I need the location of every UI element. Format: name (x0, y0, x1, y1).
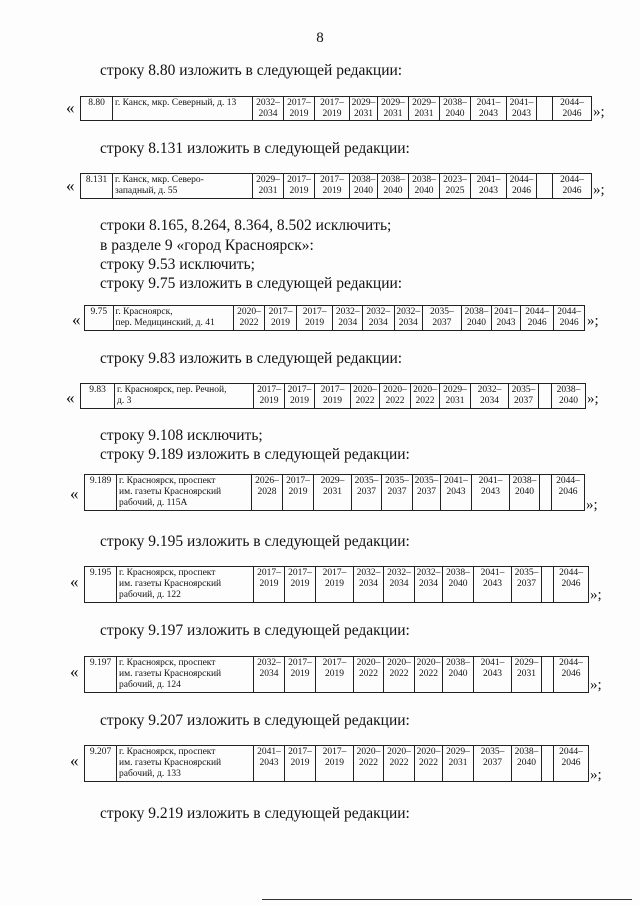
address-line: рабочий, д. 115А (119, 498, 188, 508)
year-cell: 2029– 2031 (350, 97, 378, 121)
year-cell: 2020– 2022 (351, 384, 380, 409)
address-line: им. газеты Красноярский (119, 758, 222, 768)
address-line: им. газеты Красноярский (119, 579, 222, 589)
year-cell: 2032– 2034 (415, 567, 443, 603)
year-cell: 2017– 2019 (315, 97, 350, 121)
year-cell: 2044– 2046 (554, 657, 589, 693)
year-cell: 2038– 2040 (510, 475, 540, 511)
address-line: рабочий, д. 122 (119, 590, 181, 600)
paragraph: строку 9.189 изложить в следующей редакции: (100, 446, 410, 463)
empty-cell (542, 567, 554, 603)
year-cell: 2044– 2046 (552, 475, 585, 511)
year-cell: 2035– 2037 (474, 746, 512, 782)
year-cell: 2038– 2040 (461, 306, 492, 331)
year-cell: 2026– 2028 (252, 475, 283, 511)
paragraph: строку 9.195 изложить в следующей редакции: (100, 533, 410, 550)
paragraph: строку 9.108 исключить; (100, 427, 263, 444)
year-cell: 2035– 2037 (413, 475, 441, 511)
empty-cell (540, 475, 552, 511)
address-line: западный, д. 55 (115, 186, 178, 196)
year-cell: 2035– 2037 (382, 475, 413, 511)
year-cell: 2038– 2040 (552, 384, 586, 409)
year-cell: 2038– 2040 (512, 746, 542, 782)
year-cell: 2020– 2022 (233, 306, 265, 331)
year-cell: 2035– 2037 (423, 306, 462, 331)
quote-open: « (70, 662, 79, 681)
quote-open: « (66, 388, 75, 407)
quote-close: »; (586, 497, 598, 513)
year-cell: 2023– 2025 (440, 174, 471, 199)
paragraph: строку 9.219 изложить в следующей редакции: (100, 805, 410, 822)
empty-cell (542, 657, 554, 693)
year-cell: 2020– 2022 (384, 657, 415, 693)
year-cell: 2044– 2046 (554, 746, 589, 782)
year-cell: 2035– 2037 (512, 567, 542, 603)
year-cell: 2041– 2043 (471, 97, 507, 121)
empty-cell (537, 174, 553, 199)
year-cell: 2020– 2022 (354, 746, 384, 782)
quote-close: »; (587, 391, 599, 407)
year-cell: 2044– 2046 (520, 306, 554, 331)
year-cell: 2017– 2019 (285, 384, 315, 409)
year-cell: 2032– 2034 (362, 306, 394, 331)
empty-cell (542, 746, 554, 782)
year-cell: 2041– 2043 (474, 657, 512, 693)
address-line: им. газеты Красноярский (119, 669, 222, 679)
address-line: г. Канск, мкр. Северо- (115, 175, 204, 185)
address-line: им. газеты Красноярский (119, 487, 222, 497)
row-number: 9.83 (81, 384, 115, 409)
year-cell: 2017– 2019 (265, 306, 297, 331)
row-number: 9.197 (85, 657, 117, 693)
address-line: г. Красноярск, пер. Речной, (117, 385, 227, 395)
quote-open: « (72, 310, 81, 329)
paragraph: в разделе 9 «город Красноярск»: (100, 237, 314, 254)
address-line: г. Красноярск, проспект (119, 747, 216, 757)
year-cell: 2044– 2046 (553, 97, 592, 121)
paragraph: строку 9.197 изложить в следующей редакции: (100, 622, 410, 639)
year-cell: 2020– 2022 (415, 657, 443, 693)
year-cell: 2017– 2019 (316, 746, 354, 782)
year-cell: 2017– 2019 (285, 657, 316, 693)
address-line: пер. Медицинский, д. 41 (115, 318, 215, 328)
year-cell: 2032– 2034 (384, 567, 415, 603)
year-cell: 2032– 2034 (394, 306, 423, 331)
address-cell (113, 174, 253, 199)
year-cell: 2029– 2031 (314, 475, 352, 511)
row-number: 8.80 (81, 97, 113, 121)
row-number: 9.189 (85, 475, 117, 511)
row-number: 9.195 (85, 567, 117, 603)
paragraph: строку 9.53 исключить; (100, 256, 255, 273)
year-cell: 2017– 2019 (285, 567, 316, 603)
address-cell (117, 475, 252, 511)
quote-open: « (70, 484, 79, 503)
quote-close: »; (587, 313, 599, 329)
year-cell: 2029– 2031 (409, 97, 440, 121)
quote-close: »; (590, 677, 602, 693)
address-line: г. Красноярск, (115, 307, 173, 317)
paragraph: строку 8.80 изложить в следующей редакции: (100, 62, 403, 79)
year-cell: 2017– 2019 (284, 174, 315, 199)
year-cell: 2032– 2034 (253, 97, 284, 121)
paragraph: строки 8.165, 8.264, 8.364, 8.502 исключить; (100, 217, 392, 234)
year-cell: 2029– 2031 (512, 657, 542, 693)
year-cell: 2044– 2046 (507, 174, 537, 199)
year-cell: 2017– 2019 (284, 97, 315, 121)
row-number: 8.131 (81, 174, 113, 199)
address-cell (117, 657, 254, 693)
year-cell: 2032– 2034 (333, 306, 363, 331)
address-line: г. Канск, мкр. Северный, д. 13 (115, 98, 237, 108)
table-row-9-189 (84, 474, 585, 511)
year-cell: 2038– 2040 (443, 567, 474, 603)
table-row-9-195 (84, 566, 589, 603)
year-cell: 2038– 2040 (443, 657, 474, 693)
address-line: рабочий, д. 124 (119, 680, 181, 690)
year-cell: 2017– 2019 (315, 384, 351, 409)
year-cell: 2032– 2034 (471, 384, 509, 409)
year-cell: 2041– 2043 (441, 475, 472, 511)
empty-cell (537, 97, 553, 121)
address-line: г. Красноярск, проспект (119, 568, 216, 578)
year-cell: 2029– 2031 (443, 746, 474, 782)
quote-open: « (70, 572, 79, 591)
table-row-8-131 (80, 173, 592, 199)
year-cell: 2041– 2043 (492, 306, 521, 331)
year-cell: 2032– 2034 (254, 657, 285, 693)
row-number: 9.207 (85, 746, 117, 782)
quote-close: »; (593, 182, 605, 198)
year-cell: 2017– 2019 (254, 567, 285, 603)
paragraph: строку 9.75 изложить в следующей редакции: (100, 275, 403, 292)
table-row-8-80 (80, 96, 592, 121)
quote-close: »; (593, 104, 605, 120)
year-cell: 2020– 2022 (411, 384, 440, 409)
address-cell (115, 384, 254, 409)
year-cell: 2038– 2040 (440, 97, 471, 121)
address-line: г. Красноярск, проспект (119, 476, 216, 486)
page-number: 8 (316, 30, 324, 46)
year-cell: 2020– 2022 (384, 746, 415, 782)
year-cell: 2041– 2043 (254, 746, 285, 782)
year-cell: 2017– 2019 (296, 306, 333, 331)
year-cell: 2017– 2019 (315, 174, 350, 199)
quote-close: »; (590, 587, 602, 603)
year-cell: 2029– 2031 (440, 384, 471, 409)
year-cell: 2044– 2046 (554, 306, 585, 331)
year-cell: 2044– 2046 (553, 174, 592, 199)
quote-open: « (66, 98, 75, 117)
address-line: г. Красноярск, проспект (119, 658, 216, 668)
year-cell: 2041– 2043 (507, 97, 537, 121)
year-cell: 2029– 2031 (253, 174, 284, 199)
year-cell: 2038– 2040 (350, 174, 378, 199)
address-cell (113, 306, 233, 331)
year-cell: 2017– 2019 (283, 475, 314, 511)
table-row-9-197 (84, 656, 589, 693)
table-row-9-207 (84, 745, 589, 782)
address-cell (117, 567, 254, 603)
row-number: 9.75 (85, 306, 114, 331)
year-cell: 2041– 2043 (472, 475, 510, 511)
quote-close: »; (590, 767, 602, 783)
paragraph: строку 9.83 изложить в следующей редакции: (100, 350, 403, 367)
table-row-9-75 (84, 305, 585, 331)
address-line: рабочий, д. 133 (119, 769, 181, 779)
paragraph: строку 8.131 изложить в следующей редакции: (100, 140, 410, 157)
year-cell: 2017– 2019 (254, 384, 285, 409)
paragraph: строку 9.207 изложить в следующей редакции: (100, 712, 410, 729)
year-cell: 2038– 2040 (378, 174, 409, 199)
year-cell: 2020– 2022 (380, 384, 411, 409)
address-cell (117, 746, 254, 782)
address-cell (113, 97, 253, 121)
year-cell: 2041– 2043 (474, 567, 512, 603)
year-cell: 2041– 2043 (471, 174, 507, 199)
year-cell: 2020– 2022 (354, 657, 384, 693)
year-cell: 2035– 2037 (352, 475, 382, 511)
year-cell: 2044– 2046 (554, 567, 589, 603)
year-cell: 2032– 2034 (354, 567, 384, 603)
year-cell: 2020– 2022 (415, 746, 443, 782)
address-line: д. 3 (117, 396, 132, 406)
footer-rule (262, 899, 632, 900)
year-cell: 2017– 2019 (316, 567, 354, 603)
quote-open: « (70, 751, 79, 770)
year-cell: 2017– 2019 (285, 746, 316, 782)
year-cell: 2029– 2031 (378, 97, 409, 121)
year-cell: 2035– 2037 (509, 384, 539, 409)
year-cell: 2038– 2040 (409, 174, 440, 199)
empty-cell (539, 384, 552, 409)
table-row-9-83 (80, 383, 586, 409)
year-cell: 2017– 2019 (316, 657, 354, 693)
quote-open: « (66, 176, 75, 195)
